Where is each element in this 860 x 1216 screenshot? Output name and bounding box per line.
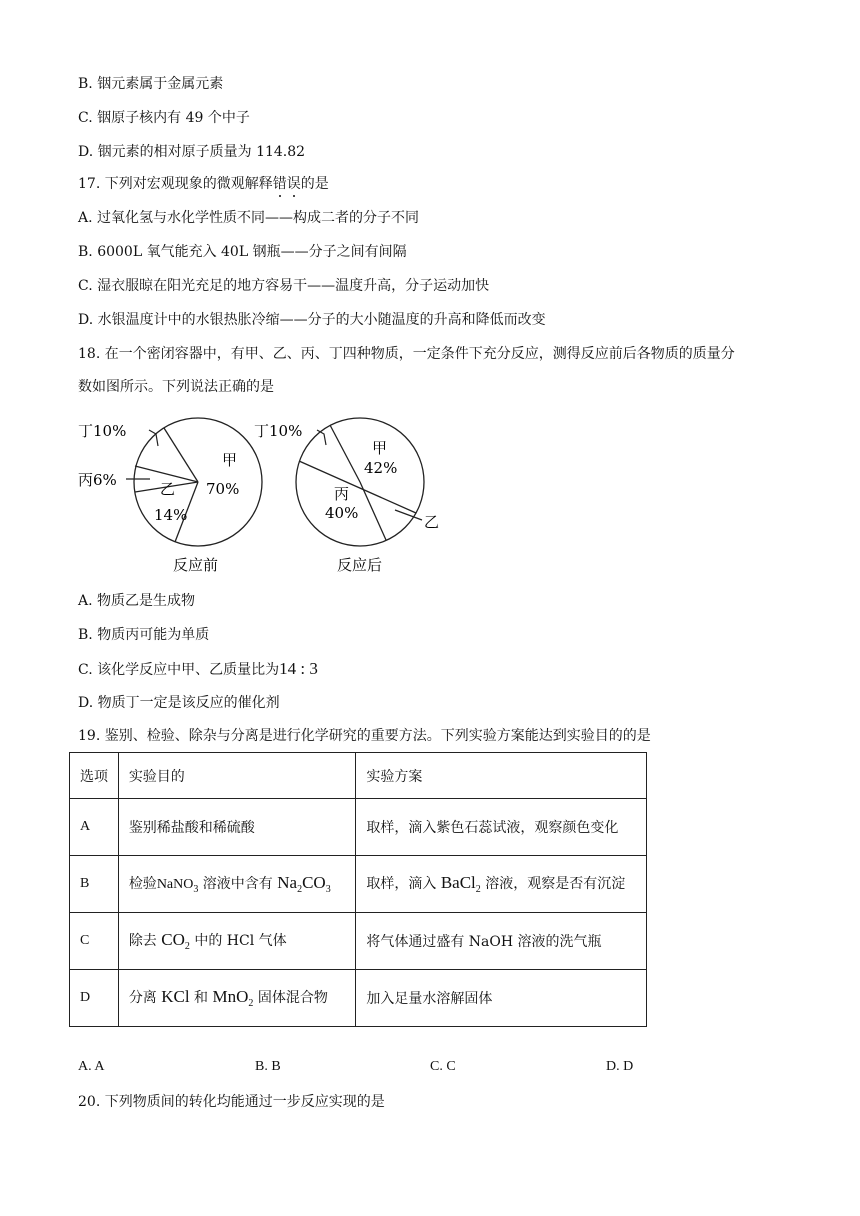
q18-option-a: A. 物质乙是生成物 — [78, 593, 196, 609]
pie-before-yi-name: 乙 — [160, 480, 176, 498]
pie-before-ding-label: 丁10% — [78, 422, 127, 440]
row-a-purpose: 鉴别稀盐酸和稀硫酸 — [118, 799, 356, 856]
pie-after-bing-value: 40% — [325, 504, 359, 522]
table-row — [70, 913, 647, 970]
row-d-option: D — [70, 970, 119, 1027]
pie-after — [254, 418, 439, 574]
question-18-stem-line1: 18. 在一个密闭容器中，有甲、乙、丙、丁四种物质，一定条件下充分反应，测得反应前后各物质的质量分 — [78, 346, 735, 362]
q18-option-d: D. 物质丁一定是该反应的催化剂 — [78, 695, 280, 711]
question-17-stem — [78, 174, 329, 194]
pie-after-yi-leader — [395, 510, 422, 520]
row-b-option: B — [70, 856, 119, 913]
pie-before — [78, 418, 262, 574]
header-plan: 实验方案 — [356, 753, 647, 799]
pie-after-caption: 反应后 — [337, 556, 383, 574]
pie-before-caption: 反应前 — [173, 556, 219, 574]
row-d-plan: 加入足量水溶解固体 — [356, 970, 647, 1027]
q17-text-a: 17. 下列对宏观现象的微观解释 — [78, 176, 273, 192]
pie-chart-figure — [70, 412, 470, 582]
pie-after-ding-leader — [317, 430, 326, 445]
table-row — [70, 856, 647, 913]
row-a-plan: 取样，滴入紫色石蕊试液，观察颜色变化 — [356, 799, 647, 856]
header-purpose: 实验目的 — [118, 753, 356, 799]
table-header-row — [70, 753, 647, 799]
pie-before-jia-name: 甲 — [222, 451, 238, 469]
table-row — [70, 970, 647, 1027]
option-b-line: B. 铟元素属于金属元素 — [78, 76, 224, 92]
table-row — [70, 799, 647, 856]
q17-option-b: B. 6000L 氧气能充入 40L 钢瓶——分子之间有间隔 — [78, 244, 407, 260]
pie-charts-svg — [70, 412, 470, 582]
q18-option-c — [78, 659, 318, 680]
q17-option-c: C. 湿衣服晾在阳光充足的地方容易干——温度升高，分子运动加快 — [78, 278, 490, 294]
question-18-stem-line2: 数如图所示。下列说法正确的是 — [78, 379, 274, 395]
pie-after-jia-name: 甲 — [372, 439, 388, 457]
q17-text-b: 的是 — [300, 176, 329, 192]
answer-option-c: C. C — [430, 1059, 456, 1074]
pie-before-yi-value: 14% — [154, 506, 188, 524]
option-c-line: C. 铟原子核内有 49 个中子 — [78, 110, 250, 126]
answer-option-a: A. A — [78, 1059, 105, 1074]
pie-after-divider-3 — [360, 482, 386, 540]
experiment-table — [69, 752, 647, 1027]
row-c-option: C — [70, 913, 119, 970]
pie-after-divider-1 — [330, 425, 360, 482]
pie-after-yi-name: 乙 — [424, 513, 440, 531]
pie-before-jia-value: 70% — [206, 480, 240, 498]
pie-after-jia-value: 42% — [364, 459, 398, 477]
row-b-plan: 取样，滴入 BaCl$_2$ 溶液，观察是否有沉淀 — [356, 856, 647, 913]
question-19-stem: 19. 鉴别、检验、除杂与分离是进行化学研究的重要方法。下列实验方案能达到实验目的的是 — [78, 728, 651, 744]
answer-option-d: D. D — [606, 1059, 634, 1074]
answer-option-b: B. B — [255, 1059, 281, 1074]
header-option: 选项 — [70, 753, 119, 799]
emphasis-char-1: 错 — [272, 176, 287, 192]
q17-option-a: A. 过氧化氢与水化学性质不同——构成二者的分子不同 — [78, 210, 420, 226]
q18-option-c-text: C. 该化学反应中甲、乙质量比为 — [78, 662, 280, 678]
row-b-purpose: 检验NaNO$_3$ 溶液中含有 $Na_2CO_3$ — [118, 856, 356, 913]
emphasis-char-2: 误 — [286, 176, 301, 192]
question-20-stem: 20. 下列物质间的转化均能通过一步反应实现的是 — [78, 1094, 385, 1110]
option-d-line: D. 铟元素的相对原子质量为 114.82 — [78, 144, 306, 160]
pie-after-bing-name: 丙 — [334, 485, 350, 503]
q17-option-d: D. 水银温度计中的水银热胀冷缩——分子的大小随温度的升高和降低而改变 — [78, 312, 546, 328]
pie-before-divider-1 — [164, 428, 198, 482]
pie-after-ding-label: 丁10% — [254, 422, 303, 440]
row-d-purpose: 分离 KCl 和 MnO$_2$ 固体混合物 — [118, 970, 356, 1027]
q18-option-c-ratio: 14 : 3 — [279, 659, 318, 678]
row-a-option: A — [70, 799, 119, 856]
row-c-plan: 将气体通过盛有 NaOH 溶液的洗气瓶 — [356, 913, 647, 970]
row-c-purpose: 除去 $CO_2$ 中的 HCl 气体 — [118, 913, 356, 970]
q18-option-b: B. 物质丙可能为单质 — [78, 627, 210, 643]
pie-before-bing-label: 丙6% — [78, 471, 117, 489]
